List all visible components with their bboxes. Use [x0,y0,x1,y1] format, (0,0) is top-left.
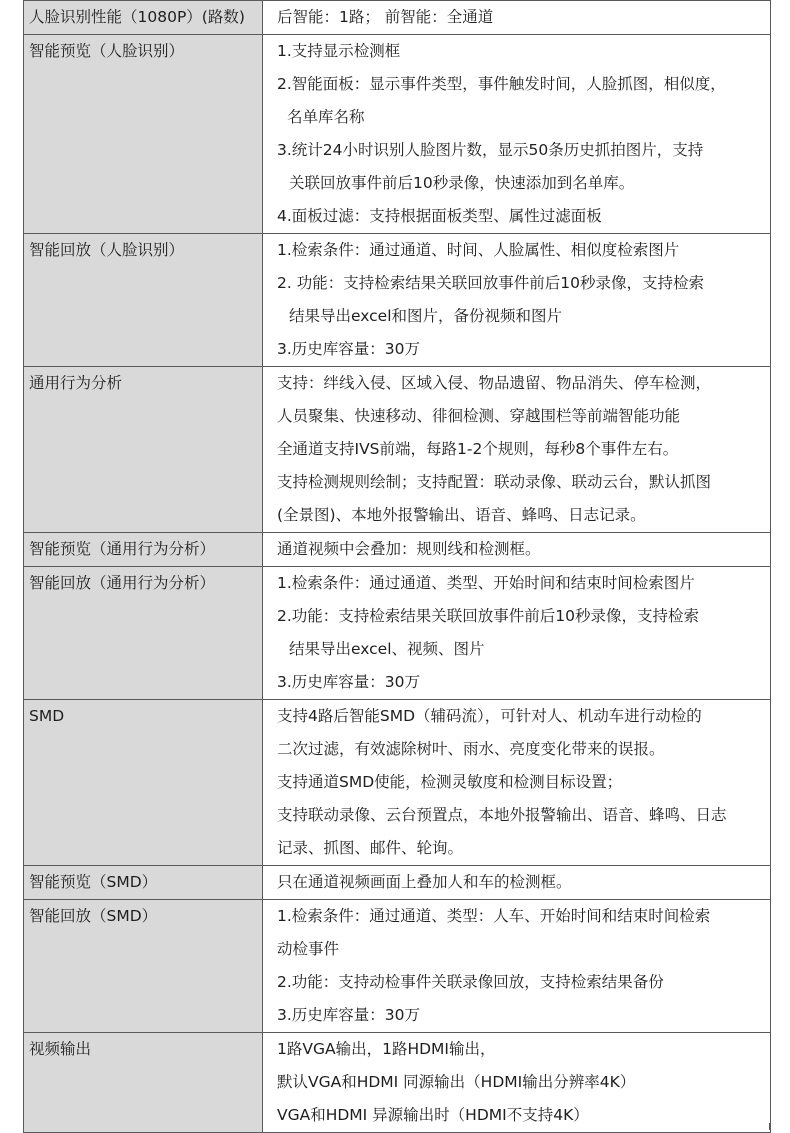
spec-row-smart-preview-behavior [24,533,771,567]
spec-row-video-output [24,1033,771,1133]
spec-line: 后智能：1路； 前智能：全通道 [277,8,494,26]
spec-line: 默认VGA和HDMI 同源输出（HDMI输出分辨率4K） [277,1073,636,1091]
spec-line: 全通道支持IVS前端，每路1-2个规则，每秒8个事件左右。 [277,440,679,458]
spec-value [263,533,771,567]
spec-row-behavior-analysis [24,367,771,533]
spec-line: 动检事件 [277,940,340,958]
spec-line: 2.智能面板：显示事件类型，事件触发时间，人脸抓图，相似度， [277,75,726,93]
table-continuation [23,1123,770,1130]
spec-line: 支持：绊线入侵、区域入侵、物品遗留、物品消失、停车检测， [277,374,712,392]
spec-table [23,0,771,1133]
spec-line: 人员聚集、快速移动、徘徊检测、穿越围栏等前端智能功能 [277,407,681,425]
spec-row-smart-preview-face [24,35,771,234]
spec-label: 智能回放（SMD） [24,900,263,1033]
spec-line: 支持检测规则绘制；支持配置：联动录像、联动云台，默认抓图 [277,473,712,491]
spec-line: 3.统计24小时识别人脸图片数，显示50条历史抓拍图片，支持 [277,141,704,159]
spec-line: (全景图)、本地外报警输出、语音、蜂鸣、日志记录。 [277,506,646,524]
spec-label: 智能预览（人脸识别） [24,35,263,234]
spec-row-smart-playback-behavior [24,567,771,700]
spec-value [263,1033,771,1133]
spec-row-face-recognition-performance [24,1,771,35]
spec-label: 视频输出 [24,1033,263,1133]
spec-line: 1.支持显示检测框 [277,42,401,60]
spec-label: 智能回放（通用行为分析） [24,567,263,700]
spec-line: 3.历史库容量：30万 [277,1006,421,1024]
spec-line: 只在通道视频画面上叠加人和车的检测框。 [277,873,572,891]
spec-line: 1.检索条件：通过通道、类型：人车、开始时间和结束时间检索 [277,907,711,925]
spec-line: 2.功能：支持动检事件关联录像回放，支持检索结果备份 [277,973,664,991]
spec-row-smart-playback-face [24,234,771,367]
spec-line: 名单库名称 [287,108,365,126]
spec-line: 记录、抓图、邮件、轮询。 [277,839,464,857]
spec-line: 二次过滤，有效滤除树叶、雨水、亮度变化带来的误报。 [277,740,665,758]
spec-line: 3.历史库容量：30万 [277,673,421,691]
spec-line: 支持联动录像、云台预置点，本地外报警输出、语音、蜂鸣、日志 [277,806,727,824]
table-continuation-label-cell [24,1123,263,1130]
spec-label: 智能回放（人脸识别） [24,234,263,367]
spec-line: VGA和HDMI 异源输出时（HDMI不支持4K） [277,1106,589,1124]
spec-line: 3.历史库容量：30万 [277,340,421,358]
spec-value [263,567,771,700]
spec-value [263,1,771,35]
spec-row-smd [24,700,771,866]
spec-line: 1路VGA输出，1路HDMI输出， [277,1040,496,1058]
spec-line: 1.检索条件：通过通道、类型、开始时间和结束时间检索图片 [277,574,695,592]
spec-label: 人脸识别性能（1080P）(路数) [24,1,263,35]
spec-line: 关联回放事件前后10秒录像，快速添加到名单库。 [289,174,635,192]
spec-line: 支持4路后智能SMD（辅码流），可针对人、机动车进行动检的 [277,707,702,725]
spec-value [263,700,771,866]
spec-label: 智能预览（通用行为分析） [24,533,263,567]
spec-line: 2. 功能：支持检索结果关联回放事件前后10秒录像，支持检索 [277,274,704,292]
spec-row-smart-playback-smd [24,900,771,1033]
spec-label: SMD [24,700,263,866]
spec-line: 2.功能：支持检索结果关联回放事件前后10秒录像，支持检索 [277,607,700,625]
spec-value [263,866,771,900]
spec-label: 通用行为分析 [24,367,263,533]
spec-value [263,234,771,367]
spec-row-smart-preview-smd [24,866,771,900]
spec-value [263,35,771,234]
spec-line: 支持通道SMD使能，检测灵敏度和检测目标设置； [277,773,623,791]
spec-label: 智能预览（SMD） [24,866,263,900]
spec-line: 结果导出excel和图片，备份视频和图片 [289,307,563,325]
spec-line: 结果导出excel、视频、图片 [289,640,485,658]
spec-value [263,367,771,533]
spec-line: 通道视频中会叠加：规则线和检测框。 [277,540,541,558]
spec-line: 1.检索条件：通过通道、时间、人脸属性、相似度检索图片 [277,241,680,259]
spec-value [263,900,771,1033]
spec-line: 4.面板过滤：支持根据面板类型、属性过滤面板 [277,207,602,225]
